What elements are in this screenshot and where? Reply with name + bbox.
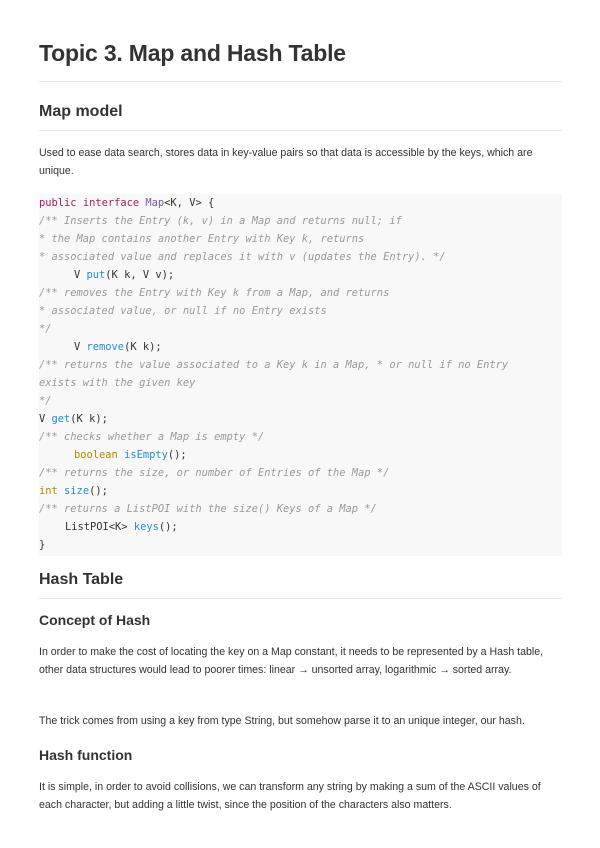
code-keyword: public	[39, 197, 77, 209]
code-text: ();	[89, 485, 108, 497]
code-text: <K, V> {	[164, 197, 215, 209]
code-text: (K k);	[70, 413, 108, 425]
code-text: ();	[167, 449, 187, 461]
code-comment: */	[39, 323, 52, 335]
code-text: (K k);	[124, 341, 162, 353]
concept-paragraph-1: In order to make the cost of locating the key on a Map constant, it needs to be represented by a Hash table, other data structures would lead to poorer times: linear → unsorted array, logarithmic → sorted array.	[39, 646, 544, 676]
code-comment: * associated value and replaces it with v (updates the Entry). */	[39, 251, 446, 263]
code-comment: * the Map contains another Entry with Key k, returns	[39, 233, 365, 245]
code-class-name: Map	[145, 197, 165, 209]
concept-paragraph-2: The trick comes from using a key from type String, but somehow parse it to an unique integer, our hash.	[39, 715, 525, 727]
code-method: size	[64, 485, 90, 497]
code-comment: /** returns a ListPOI with the size() Keys of a Map */	[39, 503, 377, 515]
code-text: (K k, V v);	[105, 269, 175, 281]
title-divider	[39, 81, 562, 82]
code-comment: /** Inserts the Entry (k, v) in a Map and returns null; if	[39, 215, 402, 227]
code-comment: * associated value, or null if no Entry exists	[39, 305, 327, 317]
code-block	[39, 194, 562, 556]
code-type: int	[39, 485, 58, 497]
section-divider-map-model	[39, 130, 562, 131]
code-line	[74, 446, 187, 464]
code-line	[39, 482, 108, 500]
code-comment: /** returns the value associated to a Key k in a Map, * or null if no Entry	[39, 359, 509, 371]
code-keyword: interface	[82, 197, 140, 209]
code-text: V	[74, 269, 87, 281]
code-method: put	[86, 269, 106, 281]
code-line	[39, 410, 108, 428]
code-text: V	[39, 413, 52, 425]
code-line: }	[39, 539, 46, 551]
code-comment: /** returns the size, or number of Entries of the Map */	[39, 467, 390, 479]
code-line	[65, 518, 178, 536]
code-comment: /** checks whether a Map is empty */	[39, 431, 265, 443]
section-divider-hash-table	[39, 598, 562, 599]
code-comment: exists with the given key	[39, 377, 196, 389]
subheading-concept-of-hash: Concept of Hash	[39, 612, 151, 628]
code-text: ();	[158, 521, 178, 533]
code-method: remove	[86, 341, 125, 353]
code-method: isEmpty	[124, 449, 168, 461]
code-text: ListPOI<K>	[65, 521, 134, 533]
map-model-intro: Used to ease data search, stores data in key-value pairs so that data is accessible by the keys, which are unique.	[39, 147, 533, 177]
code-line	[39, 194, 214, 212]
code-method: keys	[133, 521, 159, 533]
code-line	[74, 266, 174, 284]
code-method: get	[51, 413, 71, 425]
section-heading-map-model: Map model	[39, 103, 123, 120]
code-comment: */	[39, 395, 52, 407]
hash-function-paragraph: It is simple, in order to avoid collisions, we can transform any string by making a sum of the ASCII values of each character, but adding a little twist, since the position of the characters also matters.	[39, 781, 541, 811]
section-heading-hash-table: Hash Table	[39, 571, 124, 588]
page-title: Topic 3. Map and Hash Table	[39, 40, 346, 66]
subheading-hash-function: Hash function	[39, 747, 133, 763]
code-type: boolean	[74, 449, 118, 461]
code-comment: /** removes the Entry with Key k from a Map, and returns	[39, 287, 390, 299]
code-line	[74, 338, 162, 356]
code-text: V	[74, 341, 87, 353]
